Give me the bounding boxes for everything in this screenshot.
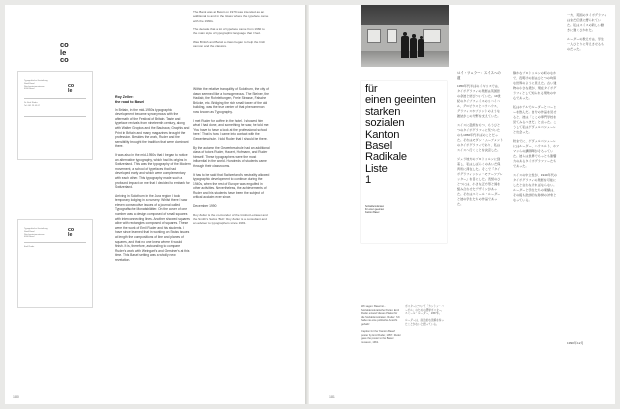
japanese-column-3 — [567, 13, 607, 56]
card-sender: Emil Ruder — [24, 246, 35, 248]
letterhead-card — [17, 71, 93, 160]
right-page — [309, 5, 615, 404]
cole-co-logo — [60, 41, 76, 64]
photo-exhibition-visitors — [361, 5, 449, 67]
page-number: 180 — [13, 395, 19, 399]
essay-column-2 — [193, 87, 270, 230]
signoff-date: December 1990 — [193, 204, 217, 209]
photo-figure — [418, 39, 424, 57]
paragraph: By the autumn the Gewerbeschule had an additional class of tutors Ruder, Hauert, Hofmann, and Ruder himself. These typographers were the most influential in the world. Hundreds of students came through their classrooms. — [193, 145, 270, 168]
top-note: The Bank was at Beloit on 1979 was intended as an additional to and in the Glass where the typeface came with the 1960s. The decade that a lot of typeface came from 1960 to the main style of typographic language that I had. Was British and Beloit a class began to help the Irish cannon and the classics. — [193, 10, 269, 49]
paragraph: 1950年代半ばのイギリスでは、タイポグラフィの発展は英国祭の余波と結びついていた。19世紀のタイプフェイスのリバイバル、グロピウスとバウハウス、グラフィスやプリントのような雑誌がこの分野を支えていた。 — [457, 84, 501, 118]
paragraph: ルーダーの教え方は、学生一人ひとりに考えさせるものだった。 — [567, 37, 605, 51]
card-rule — [24, 116, 86, 117]
poster-headline — [365, 84, 436, 187]
card-sender: Dr. Emil Ruder Tel. 061 23 45 67 — [24, 102, 40, 107]
paragraph: Arriving in Solothurn in the Jura region I took temporary lodging in a nursery. Whilst there I saw eleven consecutive issues of a journal called Typografische Monatsblätter. On the cover of one number was a design composed of small squares with interconnecting lines. Another showed squares alive with rectangles composed of squares. These were the work of Emil Ruder and his students. I have since learned that in working on Swiss issues at length the compositions of line and planes of squares, and that no one knew where it would finish. It is, therefore, astounding to compare Ruder's work with Weingart's and Gerstner's at this time. This Basel setting was a wholly new revelation. — [115, 193, 190, 262]
photo-figure — [410, 38, 417, 58]
essay-heading: Roy Zeller: the road to Basel — [115, 95, 145, 104]
card-logo — [68, 84, 80, 94]
photo-figure — [401, 36, 409, 58]
poster-small-print: Sozialdemokraten für einen geeinten Kanton Basel — [365, 205, 385, 215]
card-address: Typografische Gestaltung Stadt Basel Reichensteinerstrasse 4000 Basel — [24, 228, 48, 239]
poster-line: einen geeinten — [365, 94, 436, 107]
poster-line: Liste — [365, 162, 388, 175]
card-address: Typografische Gestaltung Stadt Basel Reichensteinerstrasse 4000 Basel — [24, 80, 48, 91]
paragraph: It was also in the mid-1950s that I began to notice an alternative typography, which had its origins in Switzerland. This was the typography of the Modern movement, a school of typefaces that had developed early and which were complementary with each other. This typography made such a profound impact on me that I decided to embark for Switzerland. — [115, 152, 191, 190]
page-number: 181 — [329, 395, 335, 399]
left-page — [5, 5, 305, 404]
logo-letters: le — [60, 47, 67, 57]
logo-letters: co — [60, 55, 69, 64]
poster-line: für — [365, 83, 378, 95]
paragraph: スイスの中立性が、1940年代のタイポグラフィの発展を可能にしたと言わなければならない。ルーダーと学生たちの業績は、その後も批評的な称賛の対象となっている。 — [513, 173, 557, 202]
poster-caption: Wir sagen: Basel ist... Sozialdemokratische Partei. Emil Ruder entwarf dieses Plakat für die Sozialdemokraten. Ruder: 'Ich habe nie eine politische Ansicht gehabt.' Caption for the 'Kanton Basel' poster by Emil Ruder, 1957. Ruder gave the poster to the Basel museum, 1961. — [361, 305, 401, 344]
paragraph: 一方、英国のタイポグラフィはまだ伝統に縛られていた。私はスイスの新しい動きに強くひかれた。 — [567, 13, 607, 32]
poster-caption-japanese: ポスターについて「カントン・バーゼル」のための選挙ポスター。エミール・ルーダー、1957年。 ルーダーは、政治的な見解を持ったことがないと語っている。 — [405, 305, 444, 326]
logo-letters: le — [68, 88, 73, 95]
logo-letters: co — [68, 227, 75, 233]
essay-column-1 — [115, 95, 191, 267]
japanese-heading: ロイ・ツェラー：スイスへの道 — [457, 71, 501, 80]
paragraph: 秋までに、ゲヴェルベシューレにはルーダー、ハウエルト、ホフマンらの講師陣がそろっていた。彼らは世界でもっとも影響力のあるタイポグラファーたちであった。 — [513, 139, 560, 168]
photo-frame — [423, 29, 441, 43]
paragraph: 私はホテルでルーダーとコーヒーを飲んだ。自分の作品を見せると、彼は「ここの専門学校を見てみるべきだ」と言った。こうして私はゲヴェルベシューレと出会った。 — [513, 105, 557, 134]
paragraph: It has to be said that Switzerland's neutrality allowed typographic development to continue during the 1940s, when the rest of Europe was engulfed in other activities. Nevertheless, the achievements of Ruder and his students have been the subject of critical acclaim ever since. — [193, 172, 270, 200]
author-note: Roy Zeller is the co-founder of the Institut Letraset and the Smith's Swiss 'Bull.' Roy Zeller is a consultant and an adviser to typographers since 1981. — [193, 212, 268, 226]
paragraph: I met Ruder for coffee in the hotel. I showed him what I had done, and something he saw, he told me: 'You have to have a look at the professional school here.' That is how I came into contact with the Gewerbeschule. I told Ruder that I should be there. — [193, 118, 270, 141]
paragraph: ジュラ地方のゾロトゥルンに到着し、私はしばらくのあいだ保育所に滞在した。そこで『タイポグラフィッシェ・モナーツブレッター』を目にした。表紙のひとつには、小さな正方形と線を組み合わせたデザインがあった。それはエミール・ルーダーと彼の学生たちの作品であった。 — [457, 157, 503, 206]
logo-letters: le — [68, 232, 73, 239]
election-poster — [361, 81, 447, 243]
japanese-date: 1990年12月 — [567, 341, 584, 345]
poster-line: sozialen — [365, 117, 405, 130]
poster-line: Radikale — [365, 151, 407, 164]
japanese-column-1 — [457, 71, 503, 211]
letterhead-card — [17, 219, 93, 308]
logo-letters: co — [68, 83, 75, 89]
card-rule — [24, 98, 86, 99]
poster-line: Kanton — [365, 128, 400, 141]
paragraph: 静かなゾロトゥルンの町のなかで、夜明けの街はひとつの均質な世界のように見えた。古い建物の小さな塔が、現在タイポグラフィとして知られる現象の中心であった。 — [513, 71, 557, 100]
paragraph: In Britain, in the mid-1950s typographic development became synonymous with the aftermath of the Festival of Britain. Taste and typeface revivals from nineteenth century, along with Walter Gropius and the Bauhaus; Graphis and Print in Britain and many magazines brought the profession. Besides the work, Ruder and the sensibility brought the tradition that were dominant there. — [115, 107, 190, 149]
poster-line: starken — [365, 105, 401, 118]
card-rule — [24, 242, 86, 243]
card-logo — [68, 228, 80, 238]
poster-line: 1 — [365, 174, 372, 187]
paragraph: Within the relative tranquility of Solothurn, the city of dawn seemed like a homogeneous. The Steiner, the Hadiab, the Rohrleitungen, Freie Strasse, Falsche Brücke, etc. Bridging the rich small tower of the old building, was the true center of that phenomenon now known as Typography. — [193, 87, 270, 114]
photo-frame — [387, 29, 397, 43]
logo-letters: co — [60, 40, 69, 49]
japanese-column-2 — [513, 71, 559, 207]
photo-frame — [367, 29, 381, 43]
paragraph: スイスに起源をもつ、もうひとつのタイポグラフィに気づいたのも1950年代半ばのことだった。それはモダン・ムーブメントのタイポグラフィであり、私はスイスへ行くことを決意した。 — [457, 123, 504, 152]
poster-line: Basel — [365, 140, 392, 153]
